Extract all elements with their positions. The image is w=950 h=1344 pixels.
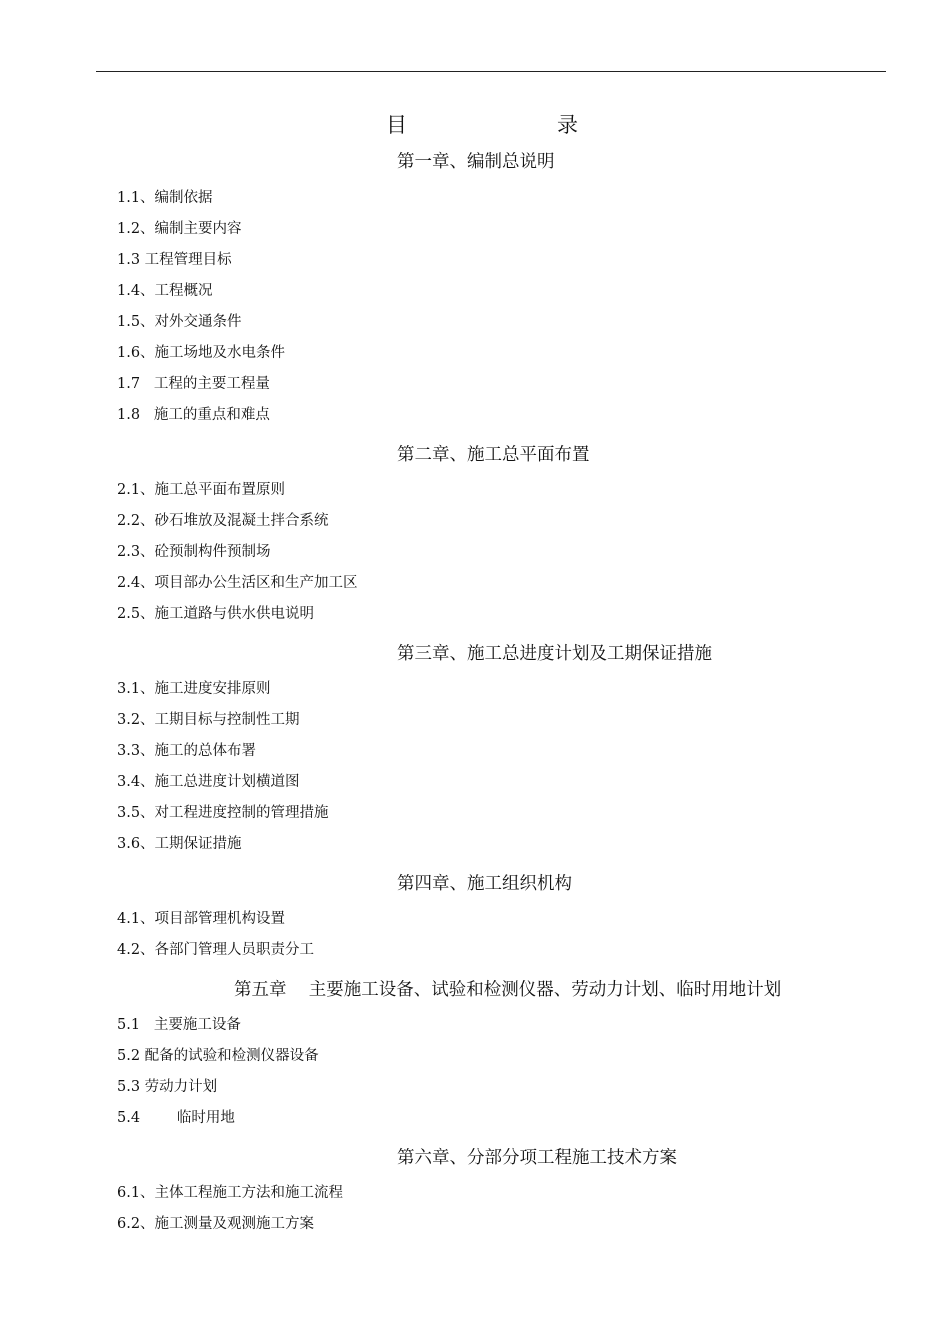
header-rule <box>96 71 886 72</box>
toc-item-1-1: 1.1、编制依据 <box>117 190 213 206</box>
chapter-6-title: 第六章、分部分项工程施工技术方案 <box>397 1148 677 1168</box>
toc-item-1-5: 1.5、对外交通条件 <box>117 314 242 330</box>
toc-item-2-3: 2.3、砼预制构件预制场 <box>117 544 271 560</box>
toc-title-left: 目 <box>386 113 407 137</box>
toc-item-5-2: 5.2 配备的试验和检测仪器设备 <box>117 1048 319 1064</box>
toc-title <box>0 110 950 140</box>
toc-item-3-2: 3.2、工期目标与控制性工期 <box>117 712 300 728</box>
toc-item-2-4: 2.4、项目部办公生活区和生产加工区 <box>117 575 358 591</box>
toc-item-4-2: 4.2、各部门管理人员职责分工 <box>117 942 315 958</box>
toc-item-6-1: 6.1、主体工程施工方法和施工流程 <box>117 1185 344 1201</box>
chapter-5-title: 第五章 主要施工设备、试验和检测仪器、劳动力计划、临时用地计划 <box>234 980 782 1000</box>
toc-item-2-1: 2.1、施工总平面布置原则 <box>117 482 286 498</box>
toc-item-1-2: 1.2、编制主要内容 <box>117 221 242 237</box>
toc-item-2-2: 2.2、砂石堆放及混凝土拌合系统 <box>117 513 329 529</box>
toc-item-4-1: 4.1、项目部管理机构设置 <box>117 911 286 927</box>
toc-item-5-3: 5.3 劳动力计划 <box>117 1079 218 1095</box>
toc-item-1-7: 1.7 工程的主要工程量 <box>117 376 270 392</box>
toc-item-3-1: 3.1、施工进度安排原则 <box>117 681 271 697</box>
toc-item-1-4: 1.4、工程概况 <box>117 283 213 299</box>
toc-item-5-4: 5.4 临时用地 <box>117 1110 235 1126</box>
chapter-4-title: 第四章、施工组织机构 <box>397 874 572 894</box>
chapter-1-title: 第一章、编制总说明 <box>397 152 555 172</box>
chapter-3-title: 第三章、施工总进度计划及工期保证措施 <box>397 644 712 664</box>
toc-item-1-6: 1.6、施工场地及水电条件 <box>117 345 286 361</box>
chapter-2-title: 第二章、施工总平面布置 <box>397 445 590 465</box>
toc-item-3-4: 3.4、施工总进度计划横道图 <box>117 774 300 790</box>
toc-item-1-8: 1.8 施工的重点和难点 <box>117 407 270 423</box>
toc-title-right: 录 <box>557 113 578 137</box>
toc-item-6-2: 6.2、施工测量及观测施工方案 <box>117 1216 315 1232</box>
toc-item-1-3: 1.3 工程管理目标 <box>117 252 232 268</box>
toc-item-3-5: 3.5、对工程进度控制的管理措施 <box>117 805 329 821</box>
toc-item-2-5: 2.5、施工道路与供水供电说明 <box>117 606 315 622</box>
toc-item-3-3: 3.3、施工的总体布署 <box>117 743 257 759</box>
toc-item-3-6: 3.6、工期保证措施 <box>117 836 242 852</box>
toc-item-5-1: 5.1 主要施工设备 <box>117 1017 241 1033</box>
